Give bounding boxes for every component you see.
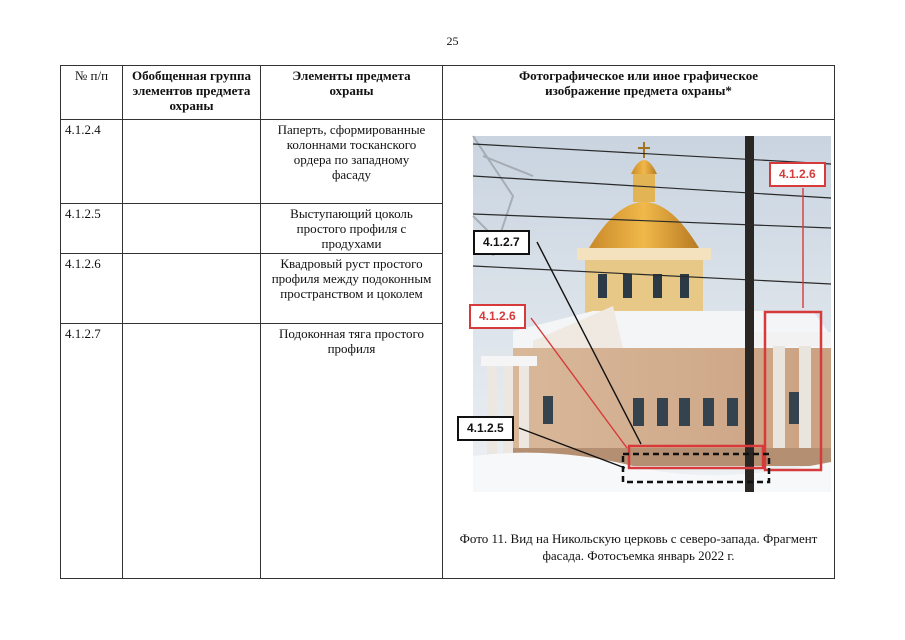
callout-4126-top-right: 4.1.2.6 <box>769 162 826 187</box>
row-group <box>123 254 261 324</box>
table-row <box>61 120 835 204</box>
header-row <box>61 66 835 120</box>
row-element: Выступающий цоколь простого профиля с продухами <box>261 204 443 254</box>
callout-4125: 4.1.2.5 <box>457 416 514 441</box>
photo-cell <box>443 120 835 579</box>
row-num: 4.1.2.6 <box>61 254 123 324</box>
header-num: № п/п <box>61 66 123 120</box>
header-elements: Элементы предмета охраны <box>261 66 443 120</box>
row-num: 4.1.2.4 <box>61 120 123 204</box>
row-element: Квадровый руст простого профиля между подоконным пространством и цоколем <box>261 254 443 324</box>
header-group: Обобщенная группа элементов предмета охраны <box>123 66 261 120</box>
row-num: 4.1.2.5 <box>61 204 123 254</box>
callout-4126-left: 4.1.2.6 <box>469 304 526 329</box>
row-element: Подоконная тяга простого профиля <box>261 324 443 579</box>
row-group <box>123 324 261 579</box>
row-group <box>123 120 261 204</box>
row-element: Паперть, сформированные колоннами тосканского ордера по западному фасаду <box>261 120 443 204</box>
church-illustration <box>473 136 831 492</box>
row-group <box>123 204 261 254</box>
protection-table <box>60 65 835 579</box>
photo-caption: Фото 11. Вид на Никольскую церковь с северо-запада. Фрагмент фасада. Фотосъемка январь 2022 г. <box>459 531 818 563</box>
callout-4127: 4.1.2.7 <box>473 230 530 255</box>
header-photo: Фотографическое или иное графическое изображение предмета охраны* <box>443 66 835 120</box>
church-photo <box>467 136 831 492</box>
row-num: 4.1.2.7 <box>61 324 123 579</box>
page-number: 25 <box>446 34 459 48</box>
